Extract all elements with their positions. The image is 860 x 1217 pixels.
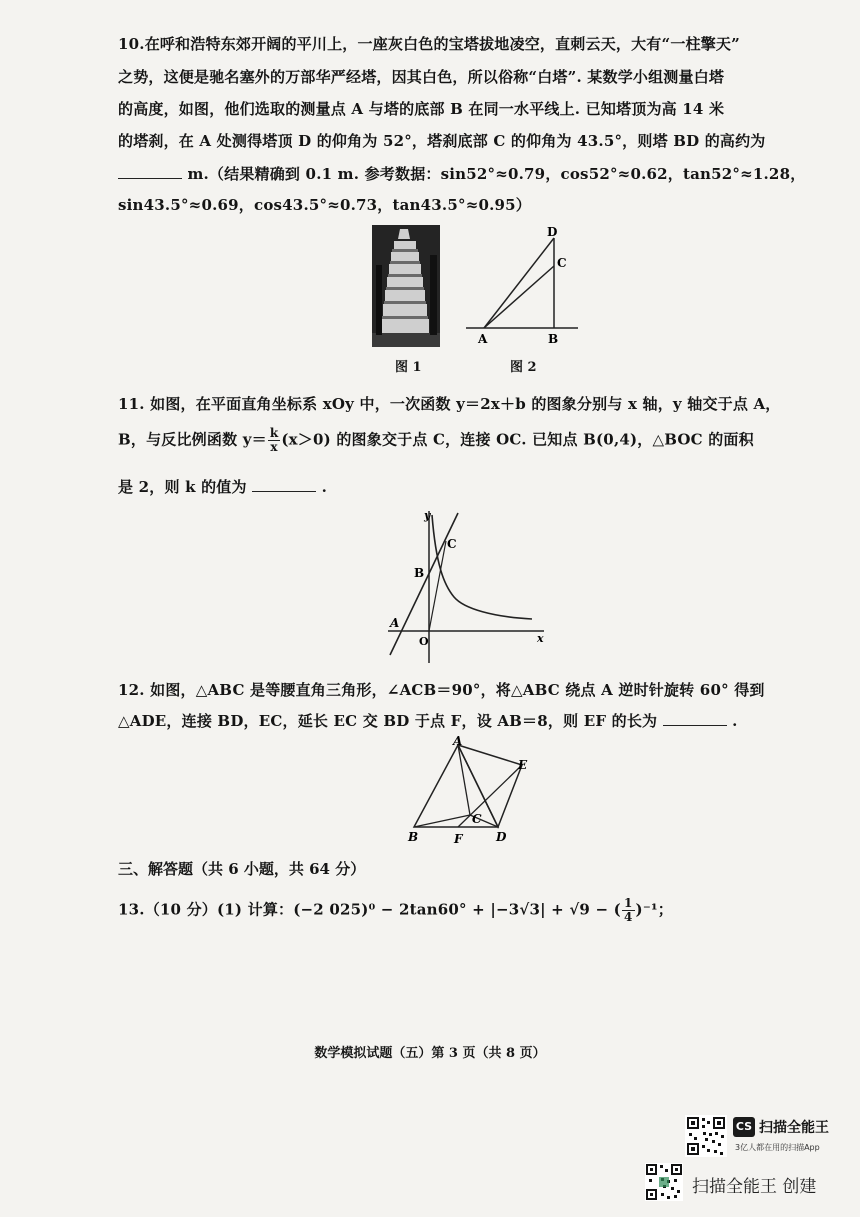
q11-line-1: 11. 如图，在平面直角坐标系 xOy 中，一次函数 y＝2x＋b 的图象分别与 x 轴，y 轴交于点 A，: [118, 395, 781, 413]
graph-label-x: x: [537, 632, 544, 645]
rotation-triangle-figure: [400, 735, 540, 847]
camscanner-tagline: 3亿人都在用的扫描App: [735, 1143, 820, 1152]
fig2-label-D: D: [547, 225, 558, 239]
q12-line-2: [118, 710, 738, 731]
fig12-label-A: A: [453, 735, 463, 748]
fraction-denominator: 4: [623, 910, 633, 924]
watermark-qr-icon: [645, 1163, 683, 1201]
fraction-denominator: x: [270, 440, 278, 454]
fig12-label-D: D: [496, 830, 507, 844]
q11-line-2: [118, 427, 754, 454]
q13-text-pre: 13.（10 分）(1) 计算：(−2 025)⁰ − 2tan60° + |−3√3| + √9 − (: [118, 900, 621, 919]
graph-label-A: A: [390, 616, 400, 630]
q12-line-2-pre: △ADE，连接 BD，EC，延长 EC 交 BD 于点 F，设 AB＝8，则 EF 的长为: [118, 712, 658, 730]
q10-line-5-text: m.（结果精确到 0.1 m. 参考数据：sin52°≈0.79，cos52°≈0.62，tan52°≈1.28，: [187, 165, 806, 183]
q12-line-1: 12. 如图，△ABC 是等腰直角三角形，∠ACB＝90°，将△ABC 绕点 A 逆时针旋转 60° 得到: [118, 681, 765, 699]
graph-label-B: B: [414, 566, 425, 580]
graph-label-O: O: [419, 635, 429, 648]
q10-line-2: 之势，这便是驰名塞外的万部华严经塔，因其白色，所以俗称“白塔”. 某数学小组测量白塔: [118, 68, 725, 86]
fig2-caption: 图 2: [510, 360, 537, 375]
section-3-heading: 三、解答题（共 6 小题，共 64 分）: [118, 860, 366, 878]
q10-line-4: 的塔刹，在 A 处测得塔顶 D 的仰角为 52°，塔刹底部 C 的仰角为 43.5°，则塔 BD 的高约为: [118, 132, 766, 150]
answer-blank-q11[interactable]: [252, 477, 316, 492]
q10-line-5: [118, 163, 805, 184]
camscanner-logo-icon: CS: [733, 1117, 755, 1137]
q12-line-2-post: .: [732, 712, 738, 730]
q11-line-3-pre: 是 2，则 k 的值为: [118, 478, 247, 496]
q11-line-3: [118, 476, 327, 497]
q10-line-6: sin43.5°≈0.69，cos43.5°≈0.73，tan43.5°≈0.95）: [118, 196, 531, 214]
graph-label-C: C: [447, 537, 457, 551]
q11-line-3-post: .: [321, 478, 328, 496]
camscanner-name: 扫描全能王: [759, 1120, 829, 1136]
fig12-label-E: E: [518, 758, 528, 772]
fig12-label-C: C: [472, 812, 482, 826]
page-footer: 数学模拟试题（五）第 3 页（共 8 页）: [314, 1046, 546, 1061]
fig1-caption: 图 1: [395, 360, 422, 375]
graph-label-y: y: [424, 509, 431, 522]
fig12-label-F: F: [454, 832, 463, 846]
fig2-label-A: A: [478, 332, 488, 346]
fraction-one-quarter: [622, 897, 635, 924]
q11-line-2-post: (x＞0) 的图象交于点 C，连接 OC. 已知点 B(0,4)，△BOC 的面积: [281, 430, 754, 449]
fraction-k-over-x: [268, 427, 281, 454]
answer-blank-q10[interactable]: [118, 164, 182, 179]
fraction-numerator: 1: [623, 896, 633, 910]
qr-code-icon: [685, 1115, 727, 1157]
pagoda-photo: [372, 225, 440, 347]
answer-blank-q12[interactable]: [663, 711, 727, 726]
watermark-text: 扫描全能王 创建: [692, 1177, 817, 1197]
q13-line-1: [118, 897, 673, 924]
fig12-label-B: B: [408, 830, 419, 844]
fig2-label-C: C: [557, 256, 567, 270]
tower-triangle-figure: [460, 222, 580, 350]
q10-line-1: 10.在呼和浩特东郊开阔的平川上，一座灰白色的宝塔拔地凌空，直刺云天，大有“一柱擎天”: [118, 35, 740, 53]
q11-line-2-pre: B，与反比例函数 y＝: [118, 430, 267, 449]
q10-line-3: 的高度，如图，他们选取的测量点 A 与塔的底部 B 在同一水平线上. 已知塔顶为高 14 米: [118, 100, 725, 118]
coordinate-graph: [384, 505, 550, 665]
fig2-label-B: B: [548, 332, 559, 346]
fraction-numerator: k: [269, 426, 279, 440]
q13-text-post: )⁻¹；: [635, 900, 673, 919]
